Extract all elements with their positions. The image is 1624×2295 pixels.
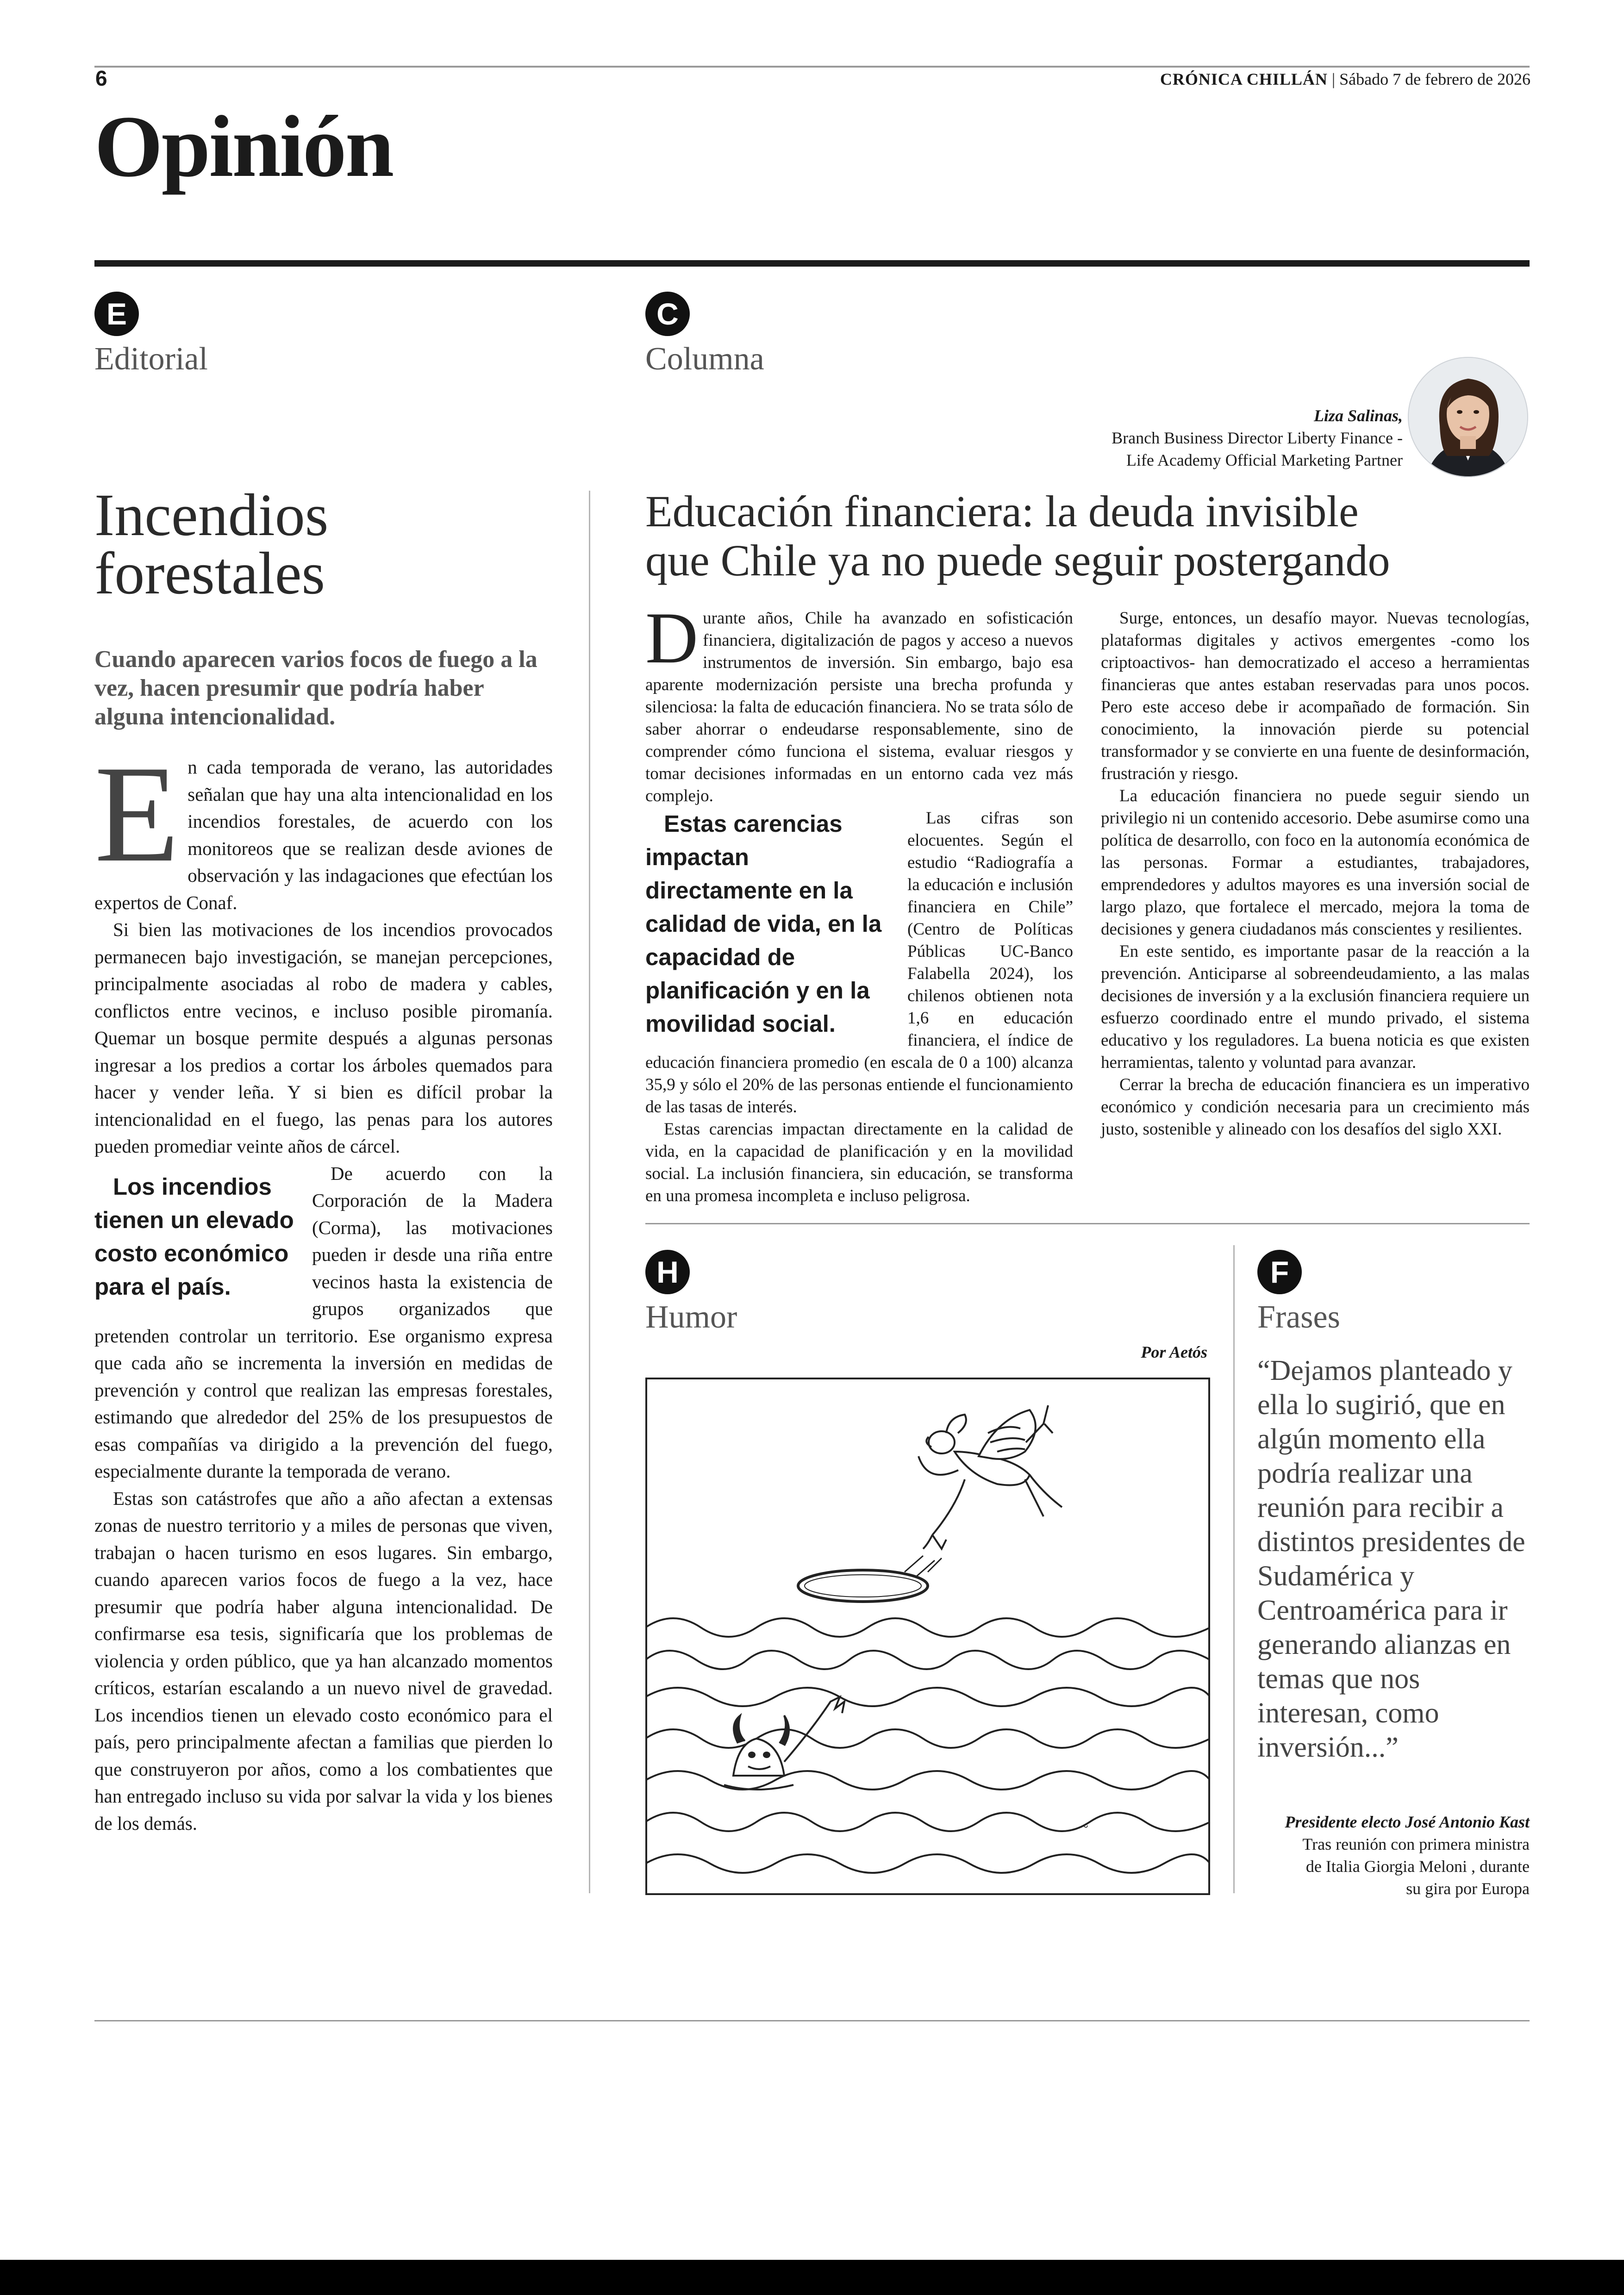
page-number: 6 [95,66,107,90]
editorial-badge: E [94,292,139,336]
author-role-2: Life Academy Official Marketing Partner [1126,451,1403,469]
frases-speaker [1285,1811,1530,1833]
section-title: Opinión [94,98,393,195]
author-photo [1407,356,1529,478]
frases-badge: F [1257,1250,1302,1294]
issue-date: Sábado 7 de febrero de 2026 [1339,70,1530,88]
column-paragraph-3: Estas carencias impactan directamente en la calidad de vida, en la capacidad de planificación y en la movilidad social. La inclusión financiera, sin educación, se transforma en una promesa incompleta e incluso peligrosa. [645,1120,1073,1205]
humor-credit: Por Aetós [1141,1343,1207,1361]
column-paragraph-1 [645,598,1073,807]
editorial-title-line1: Incendios [94,482,329,549]
frases-quote: “Dejamos planteado y ella lo sugirió, que en algún momento ella podría realizar una reunión para recibir a distintos presidentes de Sudamérica y Centroamérica para ir generando alianzas en temas que nos interesan, como inversión...” [1257,1355,1525,1763]
editorial-pullquote: Los incendios tienen un elevado costo económico para el país. [94,1173,294,1300]
frases-speaker-name: José Antonio Kast [1405,1813,1530,1831]
section-rule [94,260,1530,267]
editorial-body [94,737,553,1837]
column-bottom-rule [645,1223,1530,1224]
editorial-paragraph-1 [94,737,553,916]
editorial-label: Editorial [94,341,208,377]
author-role-1: Branch Business Director Liberty Finance - [1112,429,1403,447]
svg-text:~: ~ [1081,1819,1088,1834]
editorial-paragraph-4: Estas son catástrofes que año a año afectan a extensas zonas de nuestro territorio y a miles de personas que viven, trabajan o hacen turismo en esos lugares. Sin embargo, cuando aparecen varios focos de fuego a la vez, hace presumir que podría haber alguna intencionalidad. De confirmarse esa tesis, significaría que los problemas de violencia y orden público, que ya han alcanzado momentos críticos, estarían escalando a un nuevo nivel de gravedad. Los incendios tienen un elevado costo económico para el país, pero principalmente afectan a familias que pierden lo que construyeron por años, como a los combatientes que han entregado incluso su vida por salvar la vida y los bienes de los demás. [94,1487,553,1834]
humor-badge: H [645,1250,690,1294]
frases-context-1: Tras reunión con primera ministra [1302,1835,1530,1853]
frases-context-2: de Italia Giorgia Meloni , durante [1305,1857,1530,1876]
editorial-dropcap: E [94,737,180,891]
editorial-p1-text: n cada temporada de verano, las autoridades señalan que hay una alta intencionalidad en los incendios forestales, de acuerdo con los monitoreos que se realizan desde aviones de observación y las indagaciones que efectúan los expertos de Conaf. [94,756,553,913]
column-label: Columna [645,341,764,377]
column-title [645,487,1390,585]
editorial-paragraph-3 [94,1160,553,1485]
editorial-title-line2: forestales [94,540,325,607]
column-pullquote: Estas carencias impactan directamente en la calidad de vida, en la capacidad de planificación y en la movilidad social. [645,811,882,1037]
masthead-divider: | [1327,70,1340,88]
editorial-title [94,482,329,607]
author-block [1112,405,1403,471]
column-title-line1: Educación financiera: la deuda invisible [645,486,1359,536]
frases-context-3: su gira por Europa [1406,1879,1530,1898]
column-paragraph-7: Cerrar la brecha de educación financiera es un imperativo económico y condición necesaria para un crecimiento más justo, sostenible y alineado con los desafíos del siglo XXI. [1101,1075,1530,1139]
humor-label: Humor [645,1299,737,1335]
editorial-p3-text: De acuerdo con la Corporación de la Madera (Corma), las motivaciones pueden ir desde una riña entre vecinos hasta la existencia de grupos organizados que pretenden controlar un territorio. Ese organismo expresa que cada año se incrementa la inversión en medidas de prevención y control que realizan las empresas forestales, estimando que alrededor del 25% de los presupuestos de esas compañías va dirigido a la prevención del fuego, especialmente durante la temporada de verano. [94,1162,553,1482]
bottom-bar [0,2260,1624,2295]
newspaper-name: CRÓNICA CHILLÁN [1160,70,1328,88]
masthead [1160,69,1530,89]
column-body-left [645,598,1073,1207]
bottom-rule [94,2020,1530,2021]
column-body-right [1101,607,1530,1141]
column-badge: C [645,292,690,336]
column-divider [589,491,590,1893]
column-paragraph-2 [645,807,1073,1118]
column-p2-text: Las cifras son elocuentes. Según el estudio “Radiografía a la educación e inclusión financiera en Chile” (Centro de Políticas Públicas UC-Banco Falabella 2024), los chilenos obtienen nota 1,6 en educación financiera, el índice de educación financiera promedio (en escala de 0 a 100) alcanza 35,9 y sólo el 20% de las personas entiende el funcionamiento de las tasas de interés. [645,809,1073,1116]
author-name: Liza Salinas, [1313,406,1403,425]
frases-divider [1233,1245,1235,1893]
column-paragraph-4: Surge, entonces, un desafío mayor. Nuevas tecnologías, plataformas digitales y activos emergentes -como los criptoactivos- han democratizado el acceso a herramientas financieras que antes estaban reservadas para unos pocos. Pero este acceso debe ir acompañado de formación. Sin conocimiento, la innovación pierde su potencial transformador y se convierte en una fuente de desinformación, frustración y riesgo. [1101,609,1530,783]
editorial-lead: Cuando aparecen varios focos de fuego a la vez, hacen presumir que podría haber alguna intencionalidad. [94,646,537,730]
top-rule [94,66,1530,68]
column-p1-text: urante años, Chile ha avanzado en sofisticación financiera, digitalización de pagos y acceso a nuevos instrumentos de inversión. Sin embargo, bajo esa aparente modernización persiste una brecha profunda y silenciosa: la falta de educación financiera. No se trata sólo de saber ahorrar o endeudarse responsablemente, sino de comprender cómo funciona el sistema, evaluar riesgos y tomar decisiones informadas en un entorno cada vez más complejo. [645,609,1073,805]
frases-speaker-role: Presidente electo [1285,1813,1401,1831]
column-dropcap: D [645,598,699,679]
frases-attribution [1285,1811,1530,1900]
column-title-line2: que Chile ya no puede seguir postergando [645,536,1390,585]
editorial-paragraph-2: Si bien las motivaciones de los incendios provocados permanecen bajo investigación, se manejan percepciones, principalmente asociadas al robo de madera y cables, conflictos entre vecinos, e incluso posible piromanía. Quemar un bosque permite después a algunas personas ingresar a los predios a cortar los árboles quemados para hacer y vender leña. Y si bien es difícil probar la intencionalidad en el fuego, las penas para los autores pueden promediar veinte años de cárcel. [94,919,553,1157]
frases-label: Frases [1257,1299,1340,1335]
column-paragraph-6: En este sentido, es importante pasar de la reacción a la prevención. Anticiparse al sobreendeudamiento, a las malas decisiones de inversión y a la exclusión financiera requiere un esfuerzo coordinado entre el mundo privado, el sistema educativo y los reguladores. La buena noticia es que existen herramientas, talento y voluntad para avanzar. [1101,942,1530,1072]
humor-cartoon [645,1378,1210,1895]
column-paragraph-5: La educación financiera no puede seguir siendo un privilegio ni un contenido accesorio. Debe asumirse como una política de desarrollo, con foco en la autonomía económica de las personas. Formar a estudiantes, trabajadores, emprendedores y adultos mayores es una inversión social de largo plazo, que fortalece el mercado, mejora la toma de decisiones y genera ciudadanos más conscientes y resilientes. [1101,786,1530,939]
